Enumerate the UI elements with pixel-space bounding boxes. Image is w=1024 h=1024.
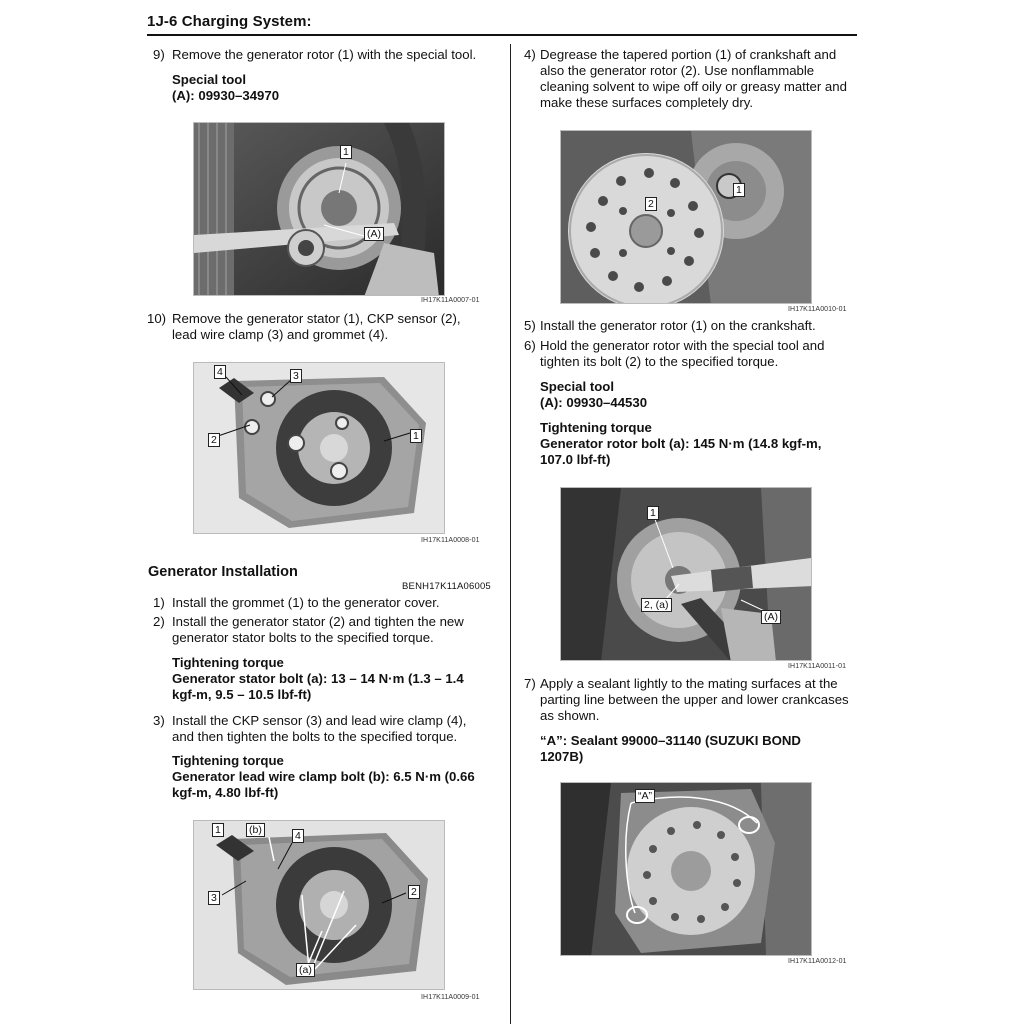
callout-label: (b) [246,823,265,837]
callout-label: 3 [290,369,302,383]
callout-label: 2 [208,433,220,447]
step-text: Degrease the tapered portion (1) of crankshaft and [540,47,837,62]
callout-label: 1 [340,145,352,159]
callout-label: 2, (a) [641,598,672,612]
step-text: cleaning solvent to wipe off oily or greasy matter and [540,79,847,94]
special-tool-value: (A): 09930–44530 [540,395,648,410]
callout-label: 4 [214,365,226,379]
step-number: 7) [524,676,536,691]
step-number: 2) [153,614,165,629]
image-code: IH17K11A0008-01 [421,537,480,544]
callout-label: (A) [761,610,781,624]
step-number: 5) [524,318,536,333]
callout-label: 1 [733,183,745,197]
callout-label: 1 [647,506,659,520]
step-text: parting line between the upper and lower crankcases [540,692,849,707]
step-text: Install the generator stator (2) and tighten the new [172,614,464,629]
step-text: Install the grommet (1) to the generator cover. [172,595,440,610]
torque-value: Generator rotor bolt (a): 145 N·m (14.8 kgf-m, [540,436,822,451]
step-text: Install the CKP sensor (3) and lead wire clamp (4), [172,713,467,728]
step-number: 4) [524,47,536,62]
torque-label: Tightening torque [172,655,284,670]
sealant-spec: “A”: Sealant 99000–31140 (SUZUKI BOND [540,733,801,748]
callout-label: (a) [296,963,315,977]
step-number: 6) [524,338,536,353]
torque-value: Generator stator bolt (a): 13 – 14 N·m (1.3 – 1.4 [172,671,464,686]
callout-label: 1 [212,823,224,837]
torque-label: Tightening torque [172,753,284,768]
header-rule [147,34,857,36]
photo-degrease [560,130,812,304]
image-code: IH17K11A0011-01 [788,663,847,670]
step-number: 9) [153,47,165,62]
torque-label: Tightening torque [540,420,652,435]
section-heading: Generator Installation [148,564,298,580]
image-code: IH17K11A0012-01 [788,958,847,965]
callout-label: 4 [292,829,304,843]
callout-label: 2 [408,885,420,899]
photo-sealant-application [560,782,812,956]
callout-label: 2 [645,197,657,211]
step-number: 1) [153,595,165,610]
callout-label: 3 [208,891,220,905]
page-header [147,13,857,37]
step-text: lead wire clamp (3) and grommet (4). [172,327,389,342]
photo-stator-installation [193,820,445,990]
step-text: Remove the generator rotor (1) with the special tool. [172,47,477,62]
image-code: IH17K11A0010-01 [788,306,847,313]
photo-rotor-removal [193,122,445,296]
callout-label: (A) [364,227,384,241]
callout-label: “A” [635,789,655,803]
step-number: 3) [153,713,165,728]
step-text: Hold the generator rotor with the special tool and [540,338,825,353]
image-code: IH17K11A0007-01 [421,297,480,304]
torque-value: 107.0 lbf-ft) [540,452,611,467]
sealant-spec: 1207B) [540,749,584,764]
special-tool-label: Special tool [172,72,247,87]
step-text: Install the generator rotor (1) on the crankshaft. [540,318,816,333]
image-code: IH17K11A0009-01 [421,994,480,1001]
photo-rotor-bolt-tightening [560,487,812,661]
step-text: make these surfaces completely dry. [540,95,754,110]
special-tool-value: (A): 09930–34970 [172,88,280,103]
callout-label: 1 [410,429,422,443]
step-number: 10) [147,311,167,326]
step-text: and then tighten the bolts to the specified torque. [172,729,458,744]
torque-value: Generator lead wire clamp bolt (b): 6.5 N·m (0.66 [172,769,475,784]
page-title: 1J-6 Charging System: [147,13,312,30]
section-code: BENH17K11A06005 [402,581,491,592]
column-divider [510,44,511,1024]
step-text: tighten its bolt (2) to the specified torque. [540,354,779,369]
step-text: also the generator rotor (2). Use nonflammable [540,63,815,78]
torque-value: kgf-m, 4.80 lbf-ft) [172,785,279,800]
step-text: Remove the generator stator (1), CKP sensor (2), [172,311,461,326]
step-text: generator stator bolts to the specified torque. [172,630,434,645]
step-text: as shown. [540,708,600,723]
torque-value: kgf-m, 9.5 – 10.5 lbf-ft) [172,687,312,702]
step-text: Apply a sealant lightly to the mating surfaces at the [540,676,838,691]
special-tool-label: Special tool [540,379,615,394]
photo-stator-removal [193,362,445,534]
